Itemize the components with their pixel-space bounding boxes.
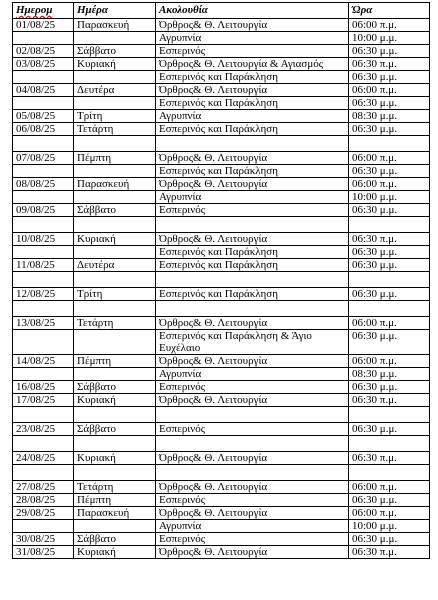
time-cell: 10:00 μ.μ.: [349, 520, 430, 533]
time-cell: [349, 272, 430, 288]
time-cell: 06:30 μ.μ.: [349, 71, 430, 84]
date-cell: [13, 71, 74, 84]
spacer-row: [13, 217, 430, 233]
spacer-row: [13, 407, 430, 423]
day-cell: Σάββατο: [74, 381, 156, 394]
day-cell: Παρασκευή: [74, 507, 156, 520]
time-cell: [349, 217, 430, 233]
date-cell: 05/08/25: [13, 110, 74, 123]
day-cell: Τρίτη: [74, 110, 156, 123]
date-cell: [13, 407, 74, 423]
time-cell: 06:30 μ.μ.: [349, 204, 430, 217]
table-row: [13, 394, 430, 407]
time-cell: 06:30 μ.μ.: [349, 288, 430, 301]
service-cell: Όρθρος& Θ. Λειτουργία: [156, 546, 349, 559]
date-cell: 17/08/25: [13, 394, 74, 407]
header-date: Ημερομ: [13, 3, 74, 19]
service-cell: Εσπερινός και Παράκληση & Άγιο Ευχέλαιο: [156, 330, 349, 355]
day-cell: Τετάρτη: [74, 123, 156, 136]
time-cell: 08:30 μ.μ.: [349, 110, 430, 123]
table-row: [13, 520, 430, 533]
service-cell: Εσπερινός και Παράκληση: [156, 288, 349, 301]
table-row: [13, 317, 430, 330]
time-cell: 06:30 π.μ.: [349, 452, 430, 465]
spacer-row: [13, 301, 430, 317]
service-cell: Αγρυπνία: [156, 110, 349, 123]
table-row: [13, 533, 430, 546]
time-cell: [349, 465, 430, 481]
service-cell: [156, 465, 349, 481]
time-cell: 06:30 π.μ.: [349, 394, 430, 407]
day-cell: [74, 520, 156, 533]
day-cell: Δευτέρα: [74, 259, 156, 272]
table-row: [13, 246, 430, 259]
service-cell: Όρθρος& Θ. Λειτουργία: [156, 452, 349, 465]
time-cell: 06:30 π.μ.: [349, 233, 430, 246]
date-cell: [13, 246, 74, 259]
day-cell: Πέμπτη: [74, 494, 156, 507]
table-row: [13, 45, 430, 58]
table-row: [13, 110, 430, 123]
date-cell: 30/08/25: [13, 533, 74, 546]
time-cell: 06:00 π.μ.: [349, 84, 430, 97]
date-cell: [13, 165, 74, 178]
day-cell: Τετάρτη: [74, 481, 156, 494]
date-cell: 08/08/25: [13, 178, 74, 191]
date-cell: 28/08/25: [13, 494, 74, 507]
service-cell: Όρθρος& Θ. Λειτουργία: [156, 233, 349, 246]
day-cell: [74, 165, 156, 178]
time-cell: 06:00 π.μ.: [349, 19, 430, 32]
day-cell: [74, 272, 156, 288]
day-cell: Τρίτη: [74, 288, 156, 301]
service-cell: Εσπερινός: [156, 381, 349, 394]
date-cell: 09/08/25: [13, 204, 74, 217]
date-cell: [13, 272, 74, 288]
service-cell: [156, 272, 349, 288]
day-cell: [74, 217, 156, 233]
table-row: [13, 423, 430, 436]
time-cell: 06:30 μ.μ.: [349, 423, 430, 436]
table-row: [13, 97, 430, 110]
table-row: [13, 233, 430, 246]
service-cell: Όρθρος& Θ. Λειτουργία: [156, 84, 349, 97]
time-cell: [349, 136, 430, 152]
service-cell: Αγρυπνία: [156, 32, 349, 45]
time-cell: 06:30 μ.μ.: [349, 246, 430, 259]
date-cell: 23/08/25: [13, 423, 74, 436]
spacer-row: [13, 136, 430, 152]
day-cell: [74, 368, 156, 381]
day-cell: [74, 330, 156, 355]
date-cell: 02/08/25: [13, 45, 74, 58]
schedule-body: [13, 19, 430, 559]
time-cell: 06:30 μ.μ.: [349, 494, 430, 507]
day-cell: Δευτέρα: [74, 84, 156, 97]
time-cell: 08:30 μ.μ.: [349, 368, 430, 381]
service-cell: Εσπερινός και Παράκληση: [156, 97, 349, 110]
service-cell: [156, 136, 349, 152]
time-cell: 06:00 π.μ.: [349, 317, 430, 330]
date-cell: 13/08/25: [13, 317, 74, 330]
date-cell: [13, 217, 74, 233]
table-row: [13, 58, 430, 71]
table-row: [13, 355, 430, 368]
table-row: [13, 330, 430, 355]
table-row: [13, 152, 430, 165]
time-cell: [349, 436, 430, 452]
day-cell: [74, 301, 156, 317]
time-cell: 06:30 μ.μ.: [349, 330, 430, 355]
date-cell: 03/08/25: [13, 58, 74, 71]
service-cell: Εσπερινός: [156, 533, 349, 546]
service-cell: Όρθρος& Θ. Λειτουργία: [156, 178, 349, 191]
schedule-table: [12, 2, 430, 559]
day-cell: Σάββατο: [74, 533, 156, 546]
day-cell: Πέμπτη: [74, 152, 156, 165]
date-cell: 16/08/25: [13, 381, 74, 394]
time-cell: 06:30 μ.μ.: [349, 533, 430, 546]
service-cell: Εσπερινός και Παράκληση: [156, 71, 349, 84]
table-row: [13, 19, 430, 32]
service-cell: Εσπερινός και Παράκληση: [156, 259, 349, 272]
time-cell: 06:30 π.μ.: [349, 58, 430, 71]
day-cell: Κυριακή: [74, 58, 156, 71]
table-row: [13, 452, 430, 465]
time-cell: 10:00 μ.μ.: [349, 32, 430, 45]
date-cell: 10/08/25: [13, 233, 74, 246]
spacer-row: [13, 272, 430, 288]
time-cell: 06:00 π.μ.: [349, 355, 430, 368]
table-row: [13, 546, 430, 559]
time-cell: 06:30 μ.μ.: [349, 259, 430, 272]
table-row: [13, 32, 430, 45]
time-cell: 06:30 μ.μ.: [349, 45, 430, 58]
table-row: [13, 178, 430, 191]
service-cell: Όρθρος& Θ. Λειτουργία & Αγιασμός: [156, 58, 349, 71]
service-cell: Όρθρος& Θ. Λειτουργία: [156, 19, 349, 32]
service-cell: Όρθρος& Θ. Λειτουργία: [156, 317, 349, 330]
service-cell: Εσπερινός: [156, 204, 349, 217]
day-cell: Παρασκευή: [74, 178, 156, 191]
header-service: Ακολουθία: [156, 3, 349, 19]
time-cell: 06:00 π.μ.: [349, 152, 430, 165]
date-cell: [13, 520, 74, 533]
date-cell: 06/08/25: [13, 123, 74, 136]
header-time: Ώρα: [349, 3, 430, 19]
time-cell: 06:30 μ.μ.: [349, 165, 430, 178]
table-row: [13, 481, 430, 494]
service-cell: Όρθρος& Θ. Λειτουργία: [156, 507, 349, 520]
time-cell: 06:00 π.μ.: [349, 481, 430, 494]
time-cell: 06:30 μ.μ.: [349, 123, 430, 136]
table-row: [13, 381, 430, 394]
day-cell: Κυριακή: [74, 233, 156, 246]
date-cell: 14/08/25: [13, 355, 74, 368]
table-row: [13, 191, 430, 204]
table-row: [13, 71, 430, 84]
service-cell: Εσπερινός και Παράκληση: [156, 123, 349, 136]
service-cell: Όρθρος& Θ. Λειτουργία: [156, 394, 349, 407]
day-cell: [74, 465, 156, 481]
day-cell: Πέμπτη: [74, 355, 156, 368]
service-cell: Αγρυπνία: [156, 520, 349, 533]
time-cell: 06:30 μ.μ.: [349, 97, 430, 110]
service-cell: Εσπερινός: [156, 494, 349, 507]
table-row: [13, 84, 430, 97]
date-cell: [13, 301, 74, 317]
time-cell: [349, 407, 430, 423]
day-cell: Κυριακή: [74, 452, 156, 465]
day-cell: [74, 136, 156, 152]
spacer-row: [13, 465, 430, 481]
service-cell: Όρθρος& Θ. Λειτουργία: [156, 355, 349, 368]
date-cell: 11/08/25: [13, 259, 74, 272]
date-cell: [13, 32, 74, 45]
day-cell: Τετάρτη: [74, 317, 156, 330]
table-row: [13, 368, 430, 381]
day-cell: [74, 191, 156, 204]
day-cell: Κυριακή: [74, 394, 156, 407]
table-row: [13, 507, 430, 520]
table-row: [13, 165, 430, 178]
day-cell: Σάββατο: [74, 423, 156, 436]
service-cell: [156, 436, 349, 452]
service-cell: [156, 217, 349, 233]
time-cell: 10:00 μ.μ.: [349, 191, 430, 204]
time-cell: 06:30 π.μ.: [349, 546, 430, 559]
date-cell: [13, 330, 74, 355]
service-cell: [156, 301, 349, 317]
day-cell: Παρασκευή: [74, 19, 156, 32]
time-cell: 06:00 π.μ.: [349, 507, 430, 520]
header-day: Ημέρα: [74, 3, 156, 19]
time-cell: [349, 301, 430, 317]
day-cell: [74, 246, 156, 259]
date-cell: [13, 136, 74, 152]
day-cell: Σάββατο: [74, 204, 156, 217]
table-row: [13, 204, 430, 217]
service-cell: Εσπερινός: [156, 45, 349, 58]
date-cell: 27/08/25: [13, 481, 74, 494]
service-cell: Όρθρος& Θ. Λειτουργία: [156, 481, 349, 494]
spacer-row: [13, 436, 430, 452]
date-cell: [13, 191, 74, 204]
table-row: [13, 123, 430, 136]
date-cell: 24/08/25: [13, 452, 74, 465]
service-cell: Εσπερινός και Παράκληση: [156, 246, 349, 259]
date-cell: 01/08/25: [13, 19, 74, 32]
day-cell: [74, 32, 156, 45]
date-cell: [13, 97, 74, 110]
day-cell: [74, 71, 156, 84]
service-cell: Αγρυπνία: [156, 368, 349, 381]
day-cell: Σάββατο: [74, 45, 156, 58]
time-cell: 06:00 π.μ.: [349, 178, 430, 191]
header-row: [13, 3, 430, 19]
date-cell: [13, 368, 74, 381]
day-cell: [74, 407, 156, 423]
service-cell: Εσπερινός και Παράκληση: [156, 165, 349, 178]
service-cell: Όρθρος& Θ. Λειτουργία: [156, 152, 349, 165]
table-row: [13, 259, 430, 272]
service-cell: Αγρυπνία: [156, 191, 349, 204]
day-cell: [74, 436, 156, 452]
time-cell: 06:30 μ.μ.: [349, 381, 430, 394]
date-cell: 29/08/25: [13, 507, 74, 520]
date-cell: [13, 465, 74, 481]
table-row: [13, 494, 430, 507]
service-cell: Εσπερινός: [156, 423, 349, 436]
date-cell: [13, 436, 74, 452]
date-cell: 04/08/25: [13, 84, 74, 97]
service-cell: [156, 407, 349, 423]
date-cell: 12/08/25: [13, 288, 74, 301]
table-row: [13, 288, 430, 301]
day-cell: [74, 97, 156, 110]
date-cell: 31/08/25: [13, 546, 74, 559]
date-cell: 07/08/25: [13, 152, 74, 165]
day-cell: Κυριακή: [74, 546, 156, 559]
